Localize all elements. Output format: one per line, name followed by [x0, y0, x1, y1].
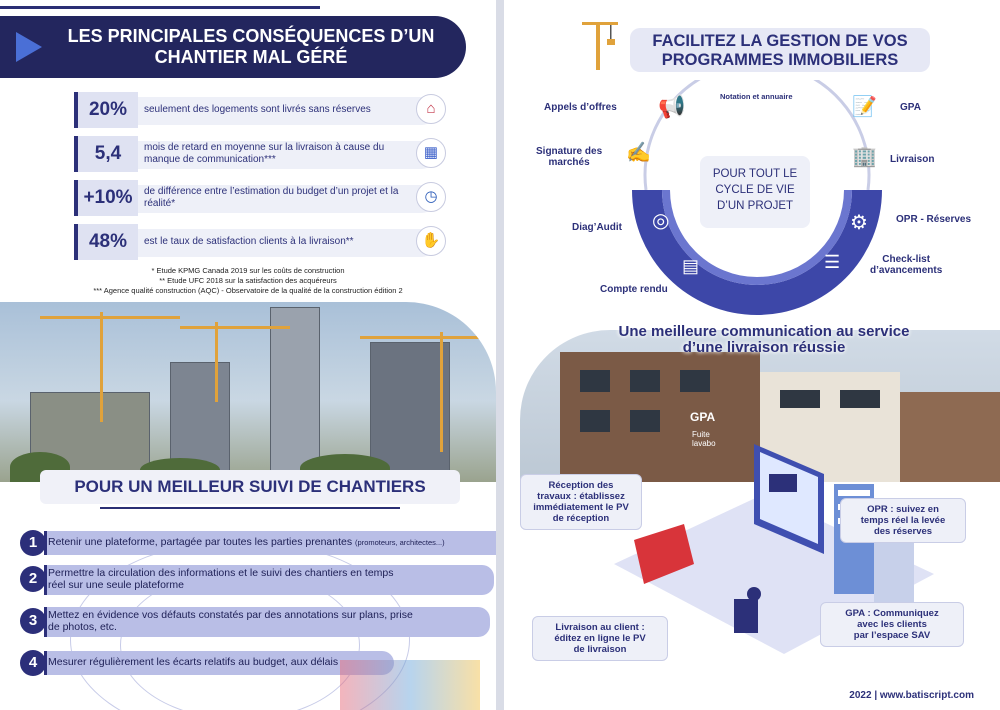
step-number: 1 [20, 530, 46, 556]
building-icon: 🏢 [852, 146, 877, 168]
gear-icon: ⚙ [850, 212, 868, 234]
stat-row [74, 92, 446, 128]
step-text: Permettre la circulation des informations et le suivi des chantiers en temps réel sur une seule plateforme [48, 567, 394, 591]
center-box: POUR TOUT LE CYCLE DE VIE D’UN PROJET [700, 156, 810, 228]
step-item [20, 564, 494, 596]
label-appels: Appels d’offres [544, 102, 617, 113]
stat-row [74, 136, 446, 172]
right-page [504, 0, 1000, 710]
label-diag: Diag’Audit [572, 222, 622, 233]
callout-livraison: Livraison au client : éditez en ligne le PV de livraison [532, 616, 668, 661]
step-text: Retenir une plateforme, partagée par toutes les parties prenantes (promoteurs, architectes...) [48, 536, 445, 548]
megaphone-icon: 📢 [658, 94, 686, 119]
clipboard-icon: 📝 [852, 96, 877, 118]
label-gpa: GPA [900, 102, 921, 113]
stat-text: est le taux de satisfaction clients à la livraison** [144, 236, 354, 247]
calendar-icon: ▦ [416, 138, 446, 168]
step-text: Mesurer régulièrement les écarts relatifs au budget, aux délais [48, 656, 339, 668]
label-signature: Signature des marchés [536, 146, 603, 168]
chevron-right-icon [16, 32, 42, 62]
step-number: 2 [20, 566, 46, 592]
step-item [20, 606, 494, 638]
top-rule [0, 6, 320, 9]
checklist-icon: ☰ [824, 252, 841, 272]
stat-row [74, 224, 446, 260]
document-icon: ▤ [682, 256, 700, 276]
label-compte-rendu: Compte rendu [600, 284, 668, 295]
stat-value: 20% [74, 92, 138, 128]
city-illustration [340, 660, 480, 710]
callout-opr: OPR : suivez en temps réel la levée des réserves [840, 498, 966, 543]
gauge-icon: ◎ [652, 210, 670, 232]
label-notation: Notation et annuaire [720, 92, 793, 101]
left-page [0, 0, 496, 710]
callout-reception: Réception des travaux : établissez immédiatement le PV de réception [520, 474, 642, 530]
screen-gpa-label: GPA [690, 410, 716, 424]
thumbs-down-icon: ✋ [416, 226, 446, 256]
step-text: Mettez en évidence vos défauts constatés par des annotations sur plans, prise de photos, etc. [48, 609, 413, 633]
signature-icon: ✍ [626, 142, 651, 164]
step-item [20, 530, 494, 558]
stat-value: +10% [74, 180, 138, 216]
stat-text: de différence entre l’estimation du budget d’un projet et la réalité* [144, 186, 399, 209]
label-opr: OPR - Réserves [896, 214, 972, 225]
stat-text: mois de retard en moyenne sur la livraison à cause du manque de communication*** [144, 142, 385, 165]
footnotes: * Etude KPMG Canada 2019 sur les coûts de construction ** Etude UFC 2018 sur la satisfaction des acquéreurs *** Agence qualité construction (AQC) - Observatoire de la qualité de la construction édition 2 [93, 266, 403, 295]
stat-text: seulement des logements sont livrés sans réserves [144, 104, 371, 115]
right-page-title: FACILITEZ LA GESTION DE VOS PROGRAMMES IMMOBILIERS [652, 32, 908, 69]
section-rule [100, 507, 400, 509]
left-title-banner [0, 16, 466, 78]
stat-value: 48% [74, 224, 138, 260]
construction-site-photo [0, 302, 496, 482]
house-warning-icon: ⌂ [416, 94, 446, 124]
section-title: POUR UN MEILLEUR SUIVI DE CHANTIERS [40, 470, 460, 504]
label-checklist: Check-list d’avancements [870, 254, 943, 276]
step-number: 4 [20, 650, 46, 676]
callout-gpa: GPA : Communiquez avec les clients par l’espace SAV [820, 602, 964, 647]
step-number: 3 [20, 608, 46, 634]
clock-icon: ◷ [416, 182, 446, 212]
left-page-title: LES PRINCIPALES CONSÉQUENCES D’UN CHANTIER MAL GÉRÉ [67, 26, 435, 67]
footer-credit: 2022 | www.batiscript.com [849, 690, 974, 701]
right-subtitle: Une meilleure communication au service d’une livraison réussie [618, 323, 910, 356]
screen-issue-label: Fuite lavabo [692, 430, 716, 448]
crane-icon [580, 16, 620, 72]
label-livraison: Livraison [890, 154, 935, 165]
stat-value: 5,4 [74, 136, 138, 172]
stat-row [74, 180, 446, 216]
